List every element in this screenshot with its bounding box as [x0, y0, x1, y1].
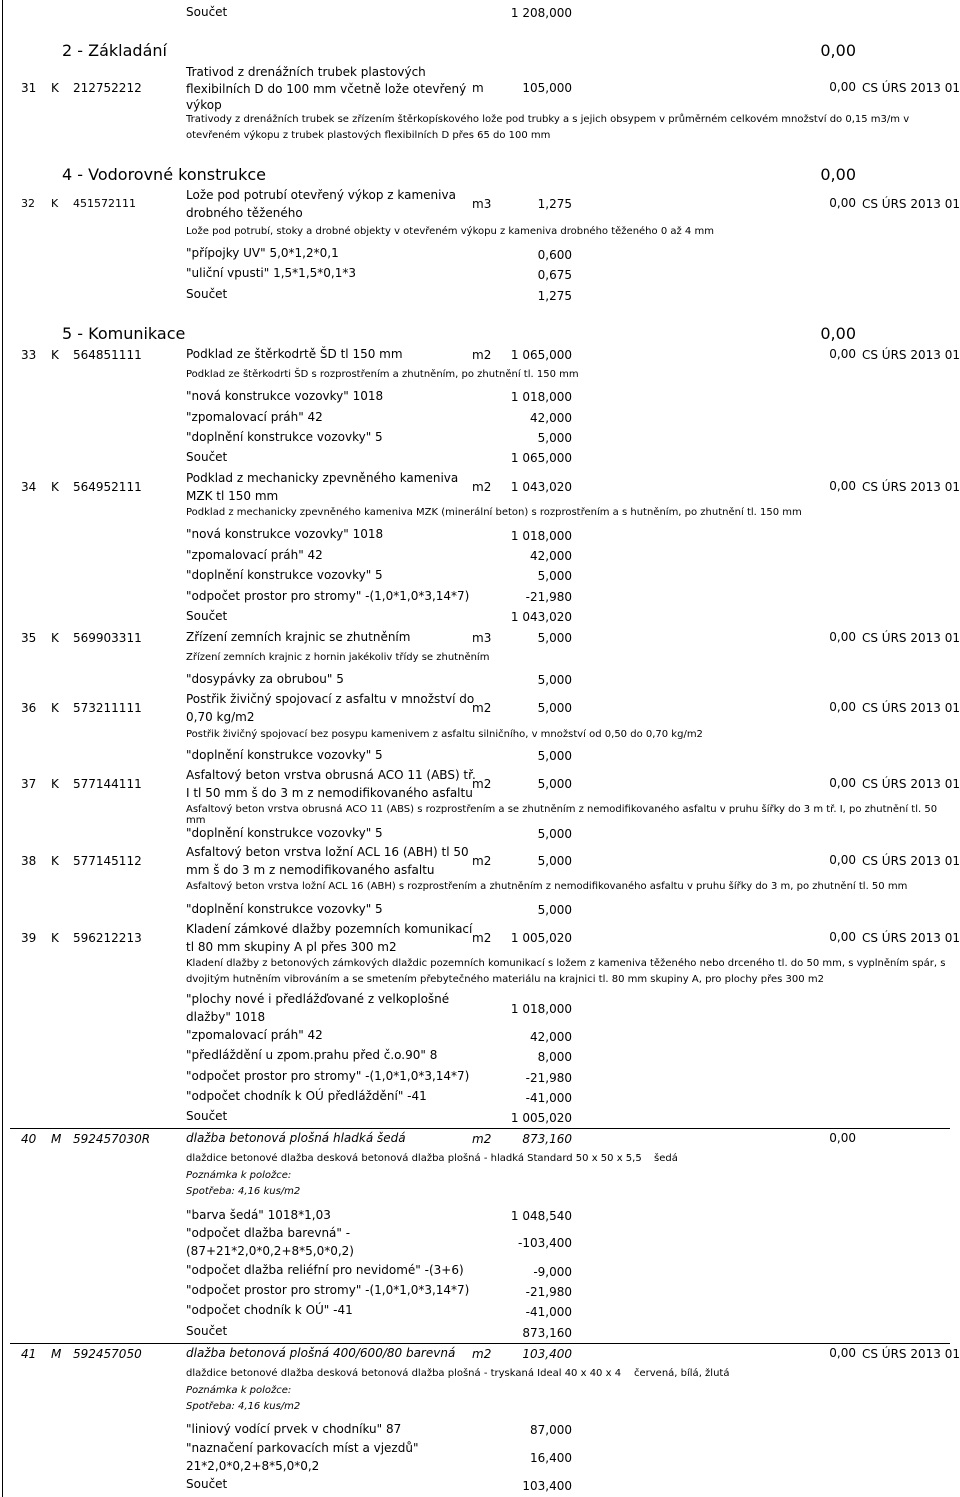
measure-value: 42,000 — [530, 1030, 572, 1044]
sum-label: Součet — [186, 1324, 228, 1338]
item-name: dlažba betonová plošná 400/600/80 barevná — [186, 1346, 456, 1360]
item-unit: m2 — [472, 1347, 492, 1361]
item-unit: m — [472, 81, 484, 95]
sum-value: 103,400 — [522, 1479, 572, 1493]
item-price: 0,00 — [829, 776, 856, 790]
left-border-line — [2, 0, 3, 1497]
item-quantity: 1 065,000 — [510, 348, 572, 362]
item-number: 33 — [21, 348, 37, 362]
measure-value: 1 018,000 — [510, 390, 572, 404]
item-source: CS ÚRS 2013 01 — [862, 631, 960, 645]
item-kind: K — [51, 931, 59, 945]
item-price: 0,00 — [829, 853, 856, 867]
measure-value: -21,980 — [525, 1285, 572, 1299]
item-unit: m2 — [472, 931, 492, 945]
item-code: 596212213 — [73, 931, 142, 945]
item-source: CS ÚRS 2013 01 — [862, 480, 960, 494]
item-price: 0,00 — [829, 80, 856, 94]
item-kind: K — [51, 197, 59, 210]
sum-value: 873,160 — [522, 1326, 572, 1340]
item-quantity: 105,000 — [522, 81, 572, 95]
measure-value: 42,000 — [530, 549, 572, 563]
item-code: 592457030R — [73, 1132, 151, 1146]
sum-label: Součet — [186, 609, 228, 623]
item-source: CS ÚRS 2013 01 — [862, 197, 960, 211]
item-price: 0,00 — [829, 930, 856, 944]
item-code: 569903311 — [73, 631, 142, 645]
item-name: dlažba betonová plošná hladká šedá — [186, 1131, 406, 1145]
item-kind: K — [51, 631, 59, 645]
item-description: otevřeném výkopu z trubek plastových flexibilních D přes 65 do 100 mm — [186, 130, 551, 141]
item-kind: K — [51, 348, 59, 362]
section-total: 0,00 — [820, 165, 856, 184]
measure-label: "odpočet dlažba reliéfní pro nevidomé" -(3+6) — [186, 1263, 464, 1277]
item-source: CS ÚRS 2013 01 — [862, 348, 960, 362]
item-source: CS ÚRS 2013 01 — [862, 777, 960, 791]
sum-value: 1 065,000 — [510, 451, 572, 465]
item-description: Zřízení zemních krajnic z hornin jakékoliv třídy se zhutněním — [186, 652, 490, 663]
measure-label: "doplnění konstrukce vozovky" 5 — [186, 568, 383, 582]
measure-value: 1 018,000 — [510, 1002, 572, 1016]
item-description: Asfaltový beton vrstva obrusná ACO 11 (ABS) s rozprostřením a se zhutněním z nemodifikovaného asfaltu v pruhu šířky do 3 m tř. I, po zhutnění tl. 50 — [186, 804, 938, 815]
measure-label: "odpočet prostor pro stromy" -(1,0*1,0*3,14*7) — [186, 1283, 470, 1297]
item-description-cut: mm — [186, 815, 206, 826]
item-unit: m2 — [472, 777, 492, 791]
item-number: 36 — [21, 701, 37, 715]
item-code: 577145112 — [73, 854, 142, 868]
measure-value: -103,400 — [518, 1236, 572, 1250]
sum-value: 1,275 — [537, 289, 572, 303]
item-code: 577144111 — [73, 777, 142, 791]
measure-label: "doplnění konstrukce vozovky" 5 — [186, 902, 383, 916]
item-quantity: 1,275 — [537, 197, 572, 211]
item-unit: m3 — [472, 197, 492, 211]
measure-value: 8,000 — [537, 1050, 572, 1064]
item-source: CS ÚRS 2013 01 — [862, 931, 960, 945]
measure-value: 5,000 — [537, 673, 572, 687]
measure-value: 0,675 — [537, 268, 572, 282]
item-kind: K — [51, 81, 59, 95]
item-description: dlaždice betonové dlažba desková betonová dlažba plošná - tryskaná Ideal 40 x 40 x 4 — [186, 1368, 622, 1379]
section-total: 0,00 — [820, 41, 856, 60]
measure-label: "odpočet chodník k OÚ" -41 — [186, 1303, 353, 1317]
item-kind: K — [51, 777, 59, 791]
measure-value: -21,980 — [525, 1071, 572, 1085]
item-code: 451572111 — [73, 197, 136, 210]
item-name: Postřik živičný spojovací z asfaltu v množství do — [186, 692, 475, 706]
item-number: 37 — [21, 777, 37, 791]
item-price: 0,00 — [829, 1131, 856, 1145]
item-note: Spotřeba: 4,16 kus/m2 — [186, 1401, 301, 1412]
measure-label: "odpočet prostor pro stromy" -(1,0*1,0*3,14*7) — [186, 589, 470, 603]
item-kind: K — [51, 480, 59, 494]
sum-label: Součet — [186, 287, 228, 301]
item-description-color: šedá — [654, 1153, 678, 1164]
measure-label: "barva šedá" 1018*1,03 — [186, 1208, 331, 1222]
measure-label: dlažby" 1018 — [186, 1010, 266, 1024]
section-title: 4 - Vodorovné konstrukce — [62, 165, 266, 184]
item-name: I tl 50 mm š do 3 m z nemodifikovaného asfaltu — [186, 786, 473, 800]
measure-value: 5,000 — [537, 827, 572, 841]
item-price: 0,00 — [829, 630, 856, 644]
item-name: Trativod z drenážních trubek plastových — [186, 65, 426, 79]
item-name: flexibilních D do 100 mm včetně lože otevřený — [186, 82, 467, 96]
measure-label: "dosypávky za obrubou" 5 — [186, 672, 344, 686]
item-description: dlaždice betonové dlažba desková betonová dlažba plošná - hladká Standard 50 x 50 x 5,5 — [186, 1153, 642, 1164]
measure-label: "zpomalovací práh" 42 — [186, 1028, 323, 1042]
item-name: Asfaltový beton vrstva obrusná ACO 11 (ABS) tř. — [186, 768, 476, 782]
sum-label: Součet — [186, 1109, 228, 1123]
measure-label: "liniový vodící prvek v chodníku" 87 — [186, 1422, 402, 1436]
item-name: drobného těženého — [186, 206, 303, 220]
item-price: 0,00 — [829, 700, 856, 714]
item-number: 31 — [21, 81, 37, 95]
measure-value: 1 048,540 — [510, 1209, 572, 1223]
item-description: Trativody z drenážních trubek se zřízením štěrkopískového lože pod trubky a s jejich obsypem v průměrném celkovém množství do 0,15 m3/m v — [186, 114, 910, 125]
measure-label: "nová konstrukce vozovky" 1018 — [186, 389, 384, 403]
measure-label: (87+21*2,0*0,2+8*5,0*0,2) — [186, 1244, 354, 1258]
sum-value: 1 005,020 — [510, 1111, 572, 1125]
item-quantity: 1 043,020 — [510, 480, 572, 494]
item-kind: K — [51, 854, 59, 868]
item-quantity: 5,000 — [537, 854, 572, 868]
measure-label: "odpočet prostor pro stromy" -(1,0*1,0*3,14*7) — [186, 1069, 470, 1083]
measure-value: 16,400 — [530, 1451, 572, 1465]
measure-value: -21,980 — [525, 590, 572, 604]
item-source: CS ÚRS 2013 01 — [862, 854, 960, 868]
item-note: Spotřeba: 4,16 kus/m2 — [186, 1186, 301, 1197]
item-name: Kladení zámkové dlažby pozemních komunikací — [186, 922, 473, 936]
item-unit: m2 — [472, 480, 492, 494]
top-total-value: 1 208,000 — [510, 6, 572, 20]
measure-value: 5,000 — [537, 749, 572, 763]
item-description: Podklad z mechanicky zpevněného kameniva MZK (minerální beton) s rozprostřením a s hutněním, po zhutnění tl. 150 mm — [186, 507, 802, 518]
item-code: 592457050 — [73, 1347, 142, 1361]
item-price: 0,00 — [829, 196, 856, 210]
item-name: Podklad ze štěrkodrtě ŠD tl 150 mm — [186, 347, 403, 361]
measure-label: "zpomalovací práh" 42 — [186, 410, 323, 424]
measure-label: "nová konstrukce vozovky" 1018 — [186, 527, 384, 541]
measure-value: 87,000 — [530, 1423, 572, 1437]
item-source: CS ÚRS 2013 01 — [862, 701, 960, 715]
measure-value: 0,600 — [537, 248, 572, 262]
sum-value: 1 043,020 — [510, 610, 572, 624]
item-price: 0,00 — [829, 1346, 856, 1360]
item-name: Podklad z mechanicky zpevněného kameniva — [186, 471, 459, 485]
measure-label: "předláždění u zpom.prahu před č.o.90" 8 — [186, 1048, 438, 1062]
measure-label: "přípojky UV" 5,0*1,2*0,1 — [186, 246, 339, 260]
item-separator-line — [10, 1128, 950, 1129]
item-number: 41 — [21, 1347, 37, 1361]
item-kind: K — [51, 701, 59, 715]
measure-value: 5,000 — [537, 431, 572, 445]
item-unit: m3 — [472, 631, 492, 645]
item-note-title: Poznámka k položce: — [186, 1385, 292, 1396]
item-quantity: 5,000 — [537, 701, 572, 715]
item-kind: M — [51, 1132, 62, 1146]
item-name: tl 80 mm skupiny A pl přes 300 m2 — [186, 940, 397, 954]
item-code: 564952111 — [73, 480, 142, 494]
item-number: 32 — [21, 197, 35, 210]
measure-label: "plochy nové i předlážďované z velkoplošné — [186, 992, 450, 1006]
item-description: dvojitým hutněním vibrováním a se smetením přebytečného materiálu na krajnici tl. 80 mm skupiny A, pro plochy přes 300 m2 — [186, 974, 824, 985]
section-total: 0,00 — [820, 324, 856, 343]
measure-label: "odpočet chodník k OÚ předláždění" -41 — [186, 1089, 427, 1103]
measure-label: "zpomalovací práh" 42 — [186, 548, 323, 562]
item-name: mm š do 3 m z nemodifikovaného asfaltu — [186, 863, 435, 877]
item-name: Zřízení zemních krajnic se zhutněním — [186, 630, 411, 644]
item-name: 0,70 kg/m2 — [186, 710, 255, 724]
item-description-color: červená, bílá, žlutá — [634, 1368, 730, 1379]
measure-label: "doplnění konstrukce vozovky" 5 — [186, 748, 383, 762]
item-name: výkop — [186, 98, 222, 112]
measure-label: "uliční vpusti" 1,5*1,5*0,1*3 — [186, 266, 356, 280]
item-number: 40 — [21, 1132, 37, 1146]
item-number: 34 — [21, 480, 37, 494]
item-code: 573211111 — [73, 701, 142, 715]
measure-label: 21*2,0*0,2+8*5,0*0,2 — [186, 1459, 320, 1473]
item-number: 35 — [21, 631, 37, 645]
item-name: Lože pod potrubí otevřený výkop z kameniva — [186, 188, 456, 202]
item-number: 39 — [21, 931, 37, 945]
item-code: 212752212 — [73, 81, 142, 95]
measure-label: "odpočet dlažba barevná" - — [186, 1226, 351, 1240]
item-description: Podklad ze štěrkodrti ŠD s rozprostřením a zhutněním, po zhutnění tl. 150 mm — [186, 369, 579, 380]
measure-value: 5,000 — [537, 903, 572, 917]
item-source: CS ÚRS 2013 01 — [862, 81, 960, 95]
measure-label: "naznačení parkovacích míst a vjezdů" — [186, 1441, 419, 1455]
item-description: Kladení dlažby z betonových zámkových dlaždic pozemních komunikací s ložem z kameniva těženého nebo drceného tl. do 50 mm, s vyplněním spár, s — [186, 958, 946, 969]
measure-value: -41,000 — [525, 1091, 572, 1105]
item-unit: m2 — [472, 348, 492, 362]
item-quantity: 5,000 — [537, 777, 572, 791]
item-price: 0,00 — [829, 347, 856, 361]
item-description: Asfaltový beton vrstva ložní ACL 16 (ABH) s rozprostřením a zhutněním z nemodifikovaného asfaltu v pruhu šířky do 3 m, po zhutnění tl. 50 mm — [186, 881, 908, 892]
item-name: MZK tl 150 mm — [186, 489, 279, 503]
item-note-title: Poznámka k položce: — [186, 1170, 292, 1181]
item-kind: M — [51, 1347, 62, 1361]
top-total-label: Součet — [186, 5, 228, 19]
measure-value: -41,000 — [525, 1305, 572, 1319]
sum-label: Součet — [186, 450, 228, 464]
item-separator-line — [10, 1343, 950, 1344]
measure-value: 42,000 — [530, 411, 572, 425]
section-title: 5 - Komunikace — [62, 324, 186, 343]
section-title: 2 - Základání — [62, 41, 167, 60]
item-unit: m2 — [472, 701, 492, 715]
item-unit: m2 — [472, 854, 492, 868]
item-quantity: 103,400 — [522, 1347, 572, 1361]
sum-label: Součet — [186, 1477, 228, 1491]
item-description: Lože pod potrubí, stoky a drobné objekty v otevřeném výkopu z kameniva drobného těženého 0 až 4 mm — [186, 226, 714, 237]
measure-value: -9,000 — [533, 1265, 572, 1279]
item-price: 0,00 — [829, 479, 856, 493]
measure-label: "doplnění konstrukce vozovky" 5 — [186, 826, 383, 840]
measure-value: 1 018,000 — [510, 529, 572, 543]
item-description: Postřik živičný spojovací bez posypu kamenivem z asfaltu silničního, v množství od 0,50 do 0,70 kg/m2 — [186, 729, 703, 740]
item-quantity: 873,160 — [522, 1132, 572, 1146]
item-code: 564851111 — [73, 348, 142, 362]
item-number: 38 — [21, 854, 37, 868]
measure-label: "doplnění konstrukce vozovky" 5 — [186, 430, 383, 444]
measure-value: 5,000 — [537, 569, 572, 583]
item-source: CS ÚRS 2013 01 — [862, 1347, 960, 1361]
item-quantity: 5,000 — [537, 631, 572, 645]
item-name: Asfaltový beton vrstva ložní ACL 16 (ABH) tl 50 — [186, 845, 469, 859]
item-quantity: 1 005,020 — [510, 931, 572, 945]
item-unit: m2 — [472, 1132, 492, 1146]
